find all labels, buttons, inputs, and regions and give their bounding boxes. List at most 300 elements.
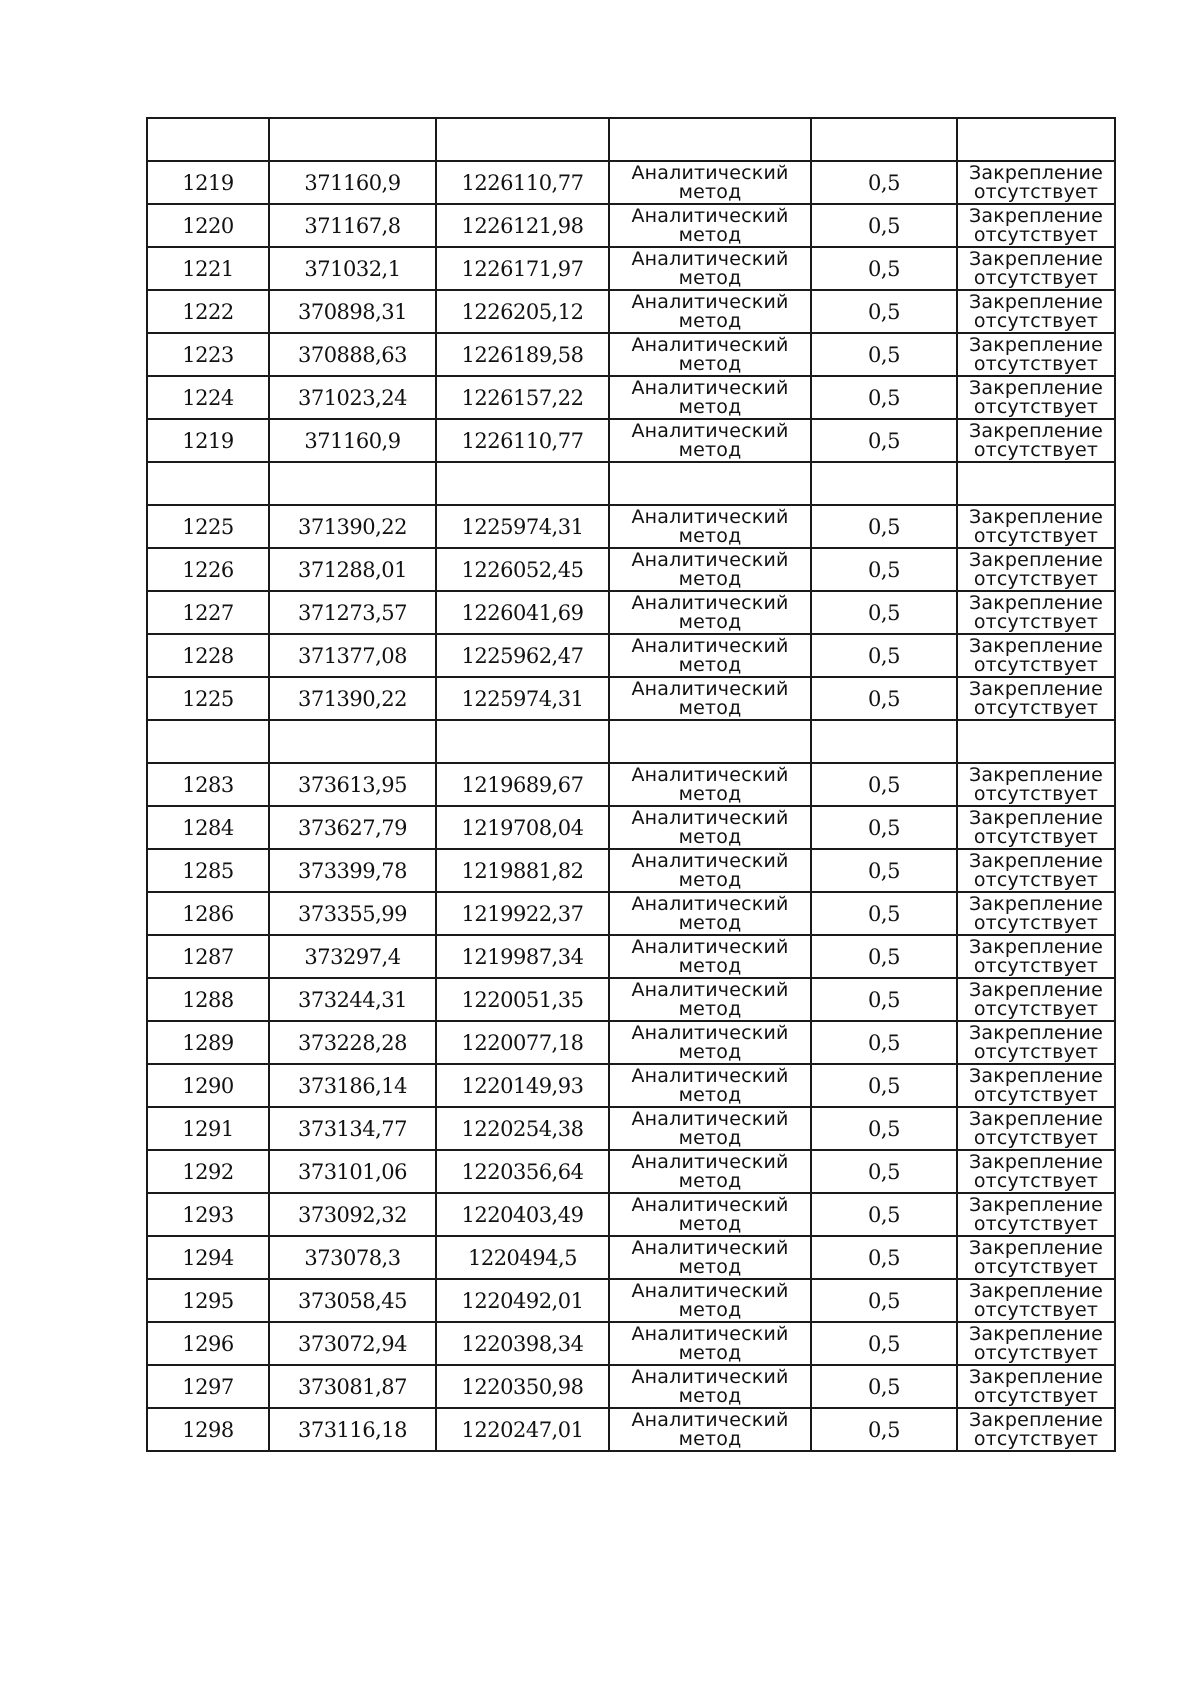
y-coordinate-cell: 1220247,01 [436,1408,609,1451]
method-cell-line: метод [678,954,742,977]
accuracy-cell: 0,5 [811,1279,957,1322]
method-cell [609,1064,811,1107]
x-coordinate-cell: 373613,95 [269,763,436,806]
fixing-cell-line: Закрепление [969,1365,1103,1388]
method-cell-line: метод [678,567,742,590]
method-cell-line: Аналитический [631,290,789,313]
empty-cell [436,462,609,505]
coordinates-table [146,117,1116,1452]
fixing-cell [957,419,1115,462]
accuracy-cell: 0,5 [811,376,957,419]
fixing-cell-line: отсутствует [973,266,1099,289]
empty-cell [811,462,957,505]
method-cell-line: Аналитический [631,591,789,614]
fixing-cell-line: отсутствует [973,352,1099,375]
method-cell [609,1408,811,1451]
table-row [147,1279,1115,1322]
fixing-cell [957,1279,1115,1322]
empty-cell [609,720,811,763]
method-cell [609,978,811,1021]
fixing-cell-line: отсутствует [973,309,1099,332]
table-row [147,763,1115,806]
method-cell [609,419,811,462]
empty-cell [269,118,436,161]
point-number-cell: 1223 [147,333,269,376]
method-cell-line: метод [678,696,742,719]
method-cell-line: Аналитический [631,849,789,872]
fixing-cell-line: Закрепление [969,1279,1103,1302]
y-coordinate-cell: 1219881,82 [436,849,609,892]
table-row [147,849,1115,892]
fixing-cell-line: Закрепление [969,548,1103,571]
fixing-cell-line: отсутствует [973,782,1099,805]
y-coordinate-cell: 1219708,04 [436,806,609,849]
y-coordinate-cell: 1219987,34 [436,935,609,978]
fixing-cell-line: отсутствует [973,1212,1099,1235]
table-spacer-row [147,462,1115,505]
fixing-cell-line: Закрепление [969,161,1103,184]
fixing-cell-line: Закрепление [969,763,1103,786]
table-row [147,1236,1115,1279]
method-cell-line: Аналитический [631,1150,789,1173]
x-coordinate-cell: 373186,14 [269,1064,436,1107]
x-coordinate-cell: 371160,9 [269,419,436,462]
point-number-cell: 1297 [147,1365,269,1408]
fixing-cell-line: отсутствует [973,997,1099,1020]
x-coordinate-cell: 371032,1 [269,247,436,290]
method-cell-line: метод [678,653,742,676]
method-cell [609,1365,811,1408]
y-coordinate-cell: 1226171,97 [436,247,609,290]
method-cell-line: метод [678,1126,742,1149]
method-cell-line: метод [678,825,742,848]
method-cell-line: Аналитический [631,1279,789,1302]
method-cell [609,806,811,849]
fixing-cell-line: отсутствует [973,1255,1099,1278]
fixing-cell-line: Закрепление [969,1193,1103,1216]
accuracy-cell: 0,5 [811,505,957,548]
fixing-cell [957,806,1115,849]
table-row [147,892,1115,935]
accuracy-cell: 0,5 [811,849,957,892]
method-cell [609,290,811,333]
fixing-cell-line: отсутствует [973,911,1099,934]
fixing-cell-line: отсутствует [973,1341,1099,1364]
y-coordinate-cell: 1220494,5 [436,1236,609,1279]
method-cell-line: метод [678,309,742,332]
fixing-cell-line: отсутствует [973,1126,1099,1149]
method-cell-line: Аналитический [631,376,789,399]
method-cell [609,591,811,634]
empty-cell [609,462,811,505]
fixing-cell-line: Закрепление [969,204,1103,227]
method-cell-line: Аналитический [631,1064,789,1087]
point-number-cell: 1283 [147,763,269,806]
point-number-cell: 1294 [147,1236,269,1279]
table-row [147,1150,1115,1193]
x-coordinate-cell: 373092,32 [269,1193,436,1236]
y-coordinate-cell: 1225962,47 [436,634,609,677]
x-coordinate-cell: 373355,99 [269,892,436,935]
x-coordinate-cell: 371377,08 [269,634,436,677]
table-row [147,247,1115,290]
fixing-cell-line: Закрепление [969,1150,1103,1173]
fixing-cell [957,376,1115,419]
fixing-cell [957,677,1115,720]
method-cell-line: метод [678,1255,742,1278]
y-coordinate-cell: 1220149,93 [436,1064,609,1107]
method-cell-line: Аналитический [631,548,789,571]
accuracy-cell: 0,5 [811,892,957,935]
method-cell-line: Аналитический [631,1408,789,1431]
fixing-cell [957,892,1115,935]
x-coordinate-cell: 373081,87 [269,1365,436,1408]
point-number-cell: 1221 [147,247,269,290]
point-number-cell: 1296 [147,1322,269,1365]
point-number-cell: 1220 [147,204,269,247]
fixing-cell-line: отсутствует [973,1040,1099,1063]
point-number-cell: 1285 [147,849,269,892]
fixing-cell-line: Закрепление [969,677,1103,700]
x-coordinate-cell: 371390,22 [269,505,436,548]
point-number-cell: 1293 [147,1193,269,1236]
empty-cell [436,118,609,161]
fixing-cell-line: отсутствует [973,868,1099,891]
method-cell-line: Аналитический [631,935,789,958]
method-cell-line: метод [678,1384,742,1407]
fixing-cell-line: отсутствует [973,223,1099,246]
y-coordinate-cell: 1219689,67 [436,763,609,806]
point-number-cell: 1226 [147,548,269,591]
fixing-cell [957,591,1115,634]
fixing-cell [957,634,1115,677]
y-coordinate-cell: 1220077,18 [436,1021,609,1064]
fixing-cell [957,935,1115,978]
method-cell [609,849,811,892]
fixing-cell-line: Закрепление [969,806,1103,829]
fixing-cell [957,1107,1115,1150]
empty-cell [147,462,269,505]
point-number-cell: 1286 [147,892,269,935]
method-cell-line: метод [678,524,742,547]
fixing-cell [957,247,1115,290]
method-cell-line: Аналитический [631,247,789,270]
method-cell [609,1322,811,1365]
method-cell-line: Аналитический [631,892,789,915]
method-cell-line: Аналитический [631,204,789,227]
method-cell-line: метод [678,352,742,375]
fixing-cell-line: Закрепление [969,591,1103,614]
accuracy-cell: 0,5 [811,1193,957,1236]
y-coordinate-cell: 1226110,77 [436,161,609,204]
method-cell-line: Аналитический [631,978,789,1001]
accuracy-cell: 0,5 [811,419,957,462]
method-cell-line: метод [678,997,742,1020]
method-cell-line: Аналитический [631,1365,789,1388]
fixing-cell [957,1193,1115,1236]
empty-cell [609,118,811,161]
method-cell-line: метод [678,180,742,203]
accuracy-cell: 0,5 [811,333,957,376]
table-spacer-row [147,118,1115,161]
method-cell [609,763,811,806]
fixing-cell-line: отсутствует [973,180,1099,203]
fixing-cell [957,1408,1115,1451]
fixing-cell [957,1322,1115,1365]
table-row [147,634,1115,677]
table-row [147,1107,1115,1150]
method-cell-line: Аналитический [631,161,789,184]
method-cell-line: метод [678,868,742,891]
fixing-cell [957,1021,1115,1064]
empty-cell [811,118,957,161]
method-cell [609,161,811,204]
x-coordinate-cell: 373297,4 [269,935,436,978]
method-cell-line: Аналитический [631,333,789,356]
y-coordinate-cell: 1220492,01 [436,1279,609,1322]
method-cell [609,1236,811,1279]
method-cell-line: Аналитический [631,806,789,829]
fixing-cell-line: отсутствует [973,1427,1099,1450]
empty-cell [436,720,609,763]
empty-cell [147,118,269,161]
method-cell [609,1107,811,1150]
method-cell-line: метод [678,1298,742,1321]
fixing-cell [957,290,1115,333]
x-coordinate-cell: 371023,24 [269,376,436,419]
table-row [147,333,1115,376]
table-row [147,419,1115,462]
point-number-cell: 1292 [147,1150,269,1193]
fixing-cell-line: Закрепление [969,1021,1103,1044]
method-cell [609,333,811,376]
table-row [147,290,1115,333]
y-coordinate-cell: 1219922,37 [436,892,609,935]
accuracy-cell: 0,5 [811,1107,957,1150]
point-number-cell: 1287 [147,935,269,978]
table-row [147,806,1115,849]
fixing-cell [957,763,1115,806]
accuracy-cell: 0,5 [811,1408,957,1451]
accuracy-cell: 0,5 [811,677,957,720]
method-cell [609,247,811,290]
fixing-cell-line: Закрепление [969,935,1103,958]
fixing-cell-line: Закрепление [969,419,1103,442]
accuracy-cell: 0,5 [811,290,957,333]
method-cell-line: метод [678,395,742,418]
fixing-cell-line: Закрепление [969,634,1103,657]
table-row [147,591,1115,634]
y-coordinate-cell: 1226121,98 [436,204,609,247]
empty-cell [957,118,1115,161]
x-coordinate-cell: 373399,78 [269,849,436,892]
y-coordinate-cell: 1226157,22 [436,376,609,419]
y-coordinate-cell: 1226052,45 [436,548,609,591]
table-row [147,1193,1115,1236]
method-cell [609,1193,811,1236]
point-number-cell: 1228 [147,634,269,677]
y-coordinate-cell: 1226205,12 [436,290,609,333]
x-coordinate-cell: 371167,8 [269,204,436,247]
x-coordinate-cell: 373244,31 [269,978,436,1021]
y-coordinate-cell: 1220356,64 [436,1150,609,1193]
accuracy-cell: 0,5 [811,591,957,634]
point-number-cell: 1289 [147,1021,269,1064]
accuracy-cell: 0,5 [811,806,957,849]
empty-cell [811,720,957,763]
x-coordinate-cell: 371160,9 [269,161,436,204]
point-number-cell: 1219 [147,419,269,462]
accuracy-cell: 0,5 [811,1021,957,1064]
method-cell-line: метод [678,1212,742,1235]
method-cell-line: Аналитический [631,1021,789,1044]
empty-cell [269,462,436,505]
y-coordinate-cell: 1220254,38 [436,1107,609,1150]
point-number-cell: 1298 [147,1408,269,1451]
method-cell [609,935,811,978]
y-coordinate-cell: 1225974,31 [436,677,609,720]
point-number-cell: 1290 [147,1064,269,1107]
table-row [147,1021,1115,1064]
fixing-cell-line: Закрепление [969,1322,1103,1345]
method-cell-line: метод [678,1083,742,1106]
accuracy-cell: 0,5 [811,161,957,204]
empty-cell [269,720,436,763]
method-cell [609,677,811,720]
fixing-cell-line: отсутствует [973,825,1099,848]
accuracy-cell: 0,5 [811,634,957,677]
table-row [147,935,1115,978]
x-coordinate-cell: 373134,77 [269,1107,436,1150]
method-cell-line: Аналитический [631,419,789,442]
table-row [147,677,1115,720]
method-cell [609,505,811,548]
fixing-cell-line: отсутствует [973,1083,1099,1106]
accuracy-cell: 0,5 [811,1236,957,1279]
fixing-cell-line: Закрепление [969,333,1103,356]
method-cell-line: Аналитический [631,763,789,786]
fixing-cell [957,161,1115,204]
x-coordinate-cell: 371288,01 [269,548,436,591]
method-cell-line: Аналитический [631,634,789,657]
method-cell [609,1279,811,1322]
x-coordinate-cell: 370888,63 [269,333,436,376]
fixing-cell [957,1150,1115,1193]
fixing-cell-line: Закрепление [969,892,1103,915]
accuracy-cell: 0,5 [811,247,957,290]
fixing-cell-line: Закрепление [969,505,1103,528]
fixing-cell-line: отсутствует [973,954,1099,977]
fixing-cell-line: Закрепление [969,1236,1103,1259]
y-coordinate-cell: 1225974,31 [436,505,609,548]
x-coordinate-cell: 373116,18 [269,1408,436,1451]
accuracy-cell: 0,5 [811,1064,957,1107]
fixing-cell-line: Закрепление [969,978,1103,1001]
point-number-cell: 1291 [147,1107,269,1150]
method-cell-line: метод [678,782,742,805]
method-cell [609,1150,811,1193]
fixing-cell [957,548,1115,591]
y-coordinate-cell: 1226041,69 [436,591,609,634]
table-spacer-row [147,720,1115,763]
fixing-cell-line: отсутствует [973,1169,1099,1192]
x-coordinate-cell: 370898,31 [269,290,436,333]
method-cell [609,634,811,677]
method-cell-line: Аналитический [631,1322,789,1345]
table-row [147,1322,1115,1365]
y-coordinate-cell: 1226189,58 [436,333,609,376]
point-number-cell: 1224 [147,376,269,419]
fixing-cell-line: Закрепление [969,1064,1103,1087]
fixing-cell [957,849,1115,892]
fixing-cell-line: Закрепление [969,1107,1103,1130]
fixing-cell [957,505,1115,548]
table-row [147,548,1115,591]
empty-cell [957,720,1115,763]
accuracy-cell: 0,5 [811,548,957,591]
accuracy-cell: 0,5 [811,1150,957,1193]
table-row [147,1408,1115,1451]
method-cell-line: метод [678,1341,742,1364]
method-cell-line: Аналитический [631,1193,789,1216]
table-row [147,376,1115,419]
fixing-cell [957,333,1115,376]
table-row [147,1064,1115,1107]
method-cell-line: метод [678,266,742,289]
fixing-cell-line: Закрепление [969,376,1103,399]
method-cell-line: метод [678,223,742,246]
point-number-cell: 1222 [147,290,269,333]
fixing-cell [957,1365,1115,1408]
x-coordinate-cell: 373101,06 [269,1150,436,1193]
method-cell-line: метод [678,1040,742,1063]
fixing-cell-line: отсутствует [973,567,1099,590]
fixing-cell-line: отсутствует [973,696,1099,719]
accuracy-cell: 0,5 [811,1322,957,1365]
method-cell-line: Аналитический [631,677,789,700]
y-coordinate-cell: 1220403,49 [436,1193,609,1236]
point-number-cell: 1288 [147,978,269,1021]
fixing-cell [957,1064,1115,1107]
method-cell [609,1021,811,1064]
table-row [147,978,1115,1021]
point-number-cell: 1227 [147,591,269,634]
x-coordinate-cell: 373078,3 [269,1236,436,1279]
y-coordinate-cell: 1220398,34 [436,1322,609,1365]
accuracy-cell: 0,5 [811,204,957,247]
fixing-cell-line: Закрепление [969,849,1103,872]
fixing-cell-line: отсутствует [973,1384,1099,1407]
fixing-cell-line: отсутствует [973,610,1099,633]
method-cell [609,376,811,419]
point-number-cell: 1295 [147,1279,269,1322]
method-cell [609,548,811,591]
fixing-cell-line: Закрепление [969,290,1103,313]
y-coordinate-cell: 1220051,35 [436,978,609,1021]
method-cell-line: метод [678,438,742,461]
table-row [147,505,1115,548]
fixing-cell-line: отсутствует [973,1298,1099,1321]
method-cell-line: Аналитический [631,1107,789,1130]
accuracy-cell: 0,5 [811,978,957,1021]
fixing-cell [957,978,1115,1021]
x-coordinate-cell: 373627,79 [269,806,436,849]
fixing-cell-line: отсутствует [973,395,1099,418]
fixing-cell-line: Закрепление [969,247,1103,270]
point-number-cell: 1219 [147,161,269,204]
x-coordinate-cell: 373072,94 [269,1322,436,1365]
empty-cell [957,462,1115,505]
